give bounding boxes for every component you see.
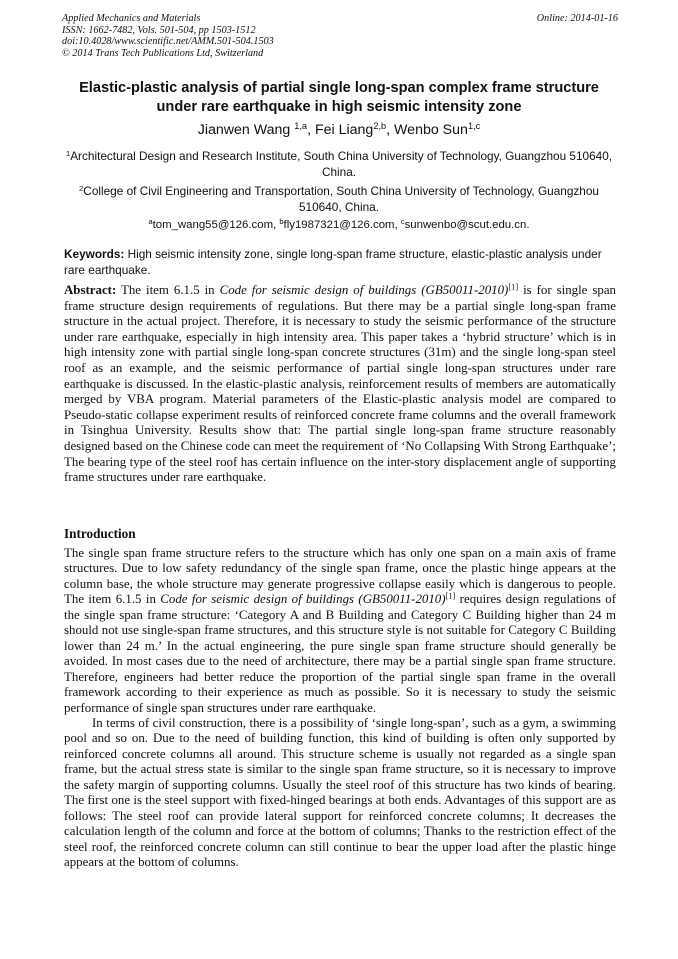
abstract-reference-mark: [1]: [508, 282, 519, 292]
abstract-section: [64, 283, 616, 486]
affiliation-text: College of Civil Engineering and Transportation, South China University of Technology, Guangzhou 510640, China.: [83, 184, 599, 214]
publication-header: [62, 13, 618, 59]
email-separator: ,: [273, 219, 280, 231]
email-separator: ,: [394, 219, 401, 231]
keywords-section: [64, 247, 616, 278]
abstract-text: is for single span frame structure design requirements of regulations. But there may be a partial single long-span frame structure in the actual project. Therefore, it is necessary to study the seismic performance of the structure under rare earthquake, especially in high intensity area. This paper takes a ‘hybrid structure’ which is in high intensity zone with partial single long-span concrete structures (31m) and the single long-span steel roof as an example, and the seismic performance of partial single long-span structures under rare earthquake is discussed. In the elastic-plastic analysis, reinforcement results of members are automatically merged by VBA program. Material parameters of the Elastic-plastic analysis model are compared to Pseudo-static collapse experiment results of reinforced concrete frame columns and the overall framework in Tsinghua University. Results show that: The partial single long-span frame structure reasonably designed based on the Chinese code can meet the requirement of ‘No Collapsing With Strong Earthquake’; The bearing type of the steel roof has certain influence on the inter-story displacement angle of supporting frame structures under rare earthquake.: [64, 283, 616, 485]
affiliation-mark: 1: [65, 148, 71, 158]
introduction-heading: Introduction: [64, 526, 136, 541]
online-date: Online: 2014-01-16: [536, 13, 618, 24]
paragraph-text: requires design regulations of the single span frame structure: ‘Category A and B Building and Category C Building higher than 24 m should not use single-span frame structures, and this structure style is not suitable for Category C Building lower than 24 m.’ In the actual engineering, the pure single span frame structure should generally be avoided. In most cases due to the need of architecture, there may be a partial single span frame structure. Therefore, engineers had better reduce the proportion of the partial single span frame in the overall framework according to their experience as much as possible. So it is necessary to study the seismic performance of single span structures under rare earthquake.: [64, 592, 616, 715]
abstract-label: Abstract:: [64, 283, 117, 297]
introduction-body: [64, 546, 616, 871]
author-separator: ,: [386, 122, 395, 138]
paper-title: Elastic-plastic analysis of partial single long-span complex frame structure under rare earthquake in high seismic intensity zone: [79, 80, 599, 115]
keywords-label: Keywords:: [64, 247, 125, 261]
email-address[interactable]: sunwenbo@scut.edu.cn.: [404, 219, 530, 231]
email-mark: c: [400, 216, 405, 226]
affiliation-1: [64, 149, 614, 180]
email-address[interactable]: tom_wang55@126.com: [152, 219, 274, 231]
author-affiliation-mark: 1,c: [467, 120, 481, 131]
introduction-reference-mark: [1]: [445, 591, 456, 601]
paragraph-text-lead: The single span frame structure refers to the structure which has only one span on a main axis of frame structures. Due to low safety redundancy of the single span frame, once the plastic hinge appears at the column base, the whole structure may generate progressive collapse easily which is dangerous to people. The item 6.1.5 in: [64, 546, 616, 607]
author-affiliation-mark: 1,a: [294, 120, 308, 131]
affiliation-text: Architectural Design and Research Institute, South China University of Technology, Guangzhou 510640, China.: [70, 149, 613, 179]
author-name: Wenbo Sun: [394, 122, 468, 138]
author-name: Jianwen Wang: [197, 122, 295, 138]
email-mark: b: [279, 216, 284, 226]
email-address[interactable]: fly1987321@126.com: [283, 219, 395, 231]
affiliation-mark: 2: [79, 183, 84, 193]
journal-name: Applied Mechanics and Materials: [62, 13, 201, 24]
affiliation-2: [64, 184, 614, 215]
issn-line: ISSN: 1662-7482, Vols. 501-504, pp 1503-1512: [62, 24, 256, 36]
author-separator: ,: [307, 122, 315, 138]
author-list: [64, 121, 614, 139]
introduction-paragraph-2: In terms of civil construction, there is a possibility of ‘single long-span’, such as a gym, a swimming pool and so on. Due to the need of building function, this kind of building is often only supported by reinforced concrete columns all around. This structure scheme is usually not regarded as a single span frame, but the actual stress state is similar to the single span frame structure, so it is necessary to improve the safety margin of supporting columns. Usually the steel roof of this structure has two kinds of bearing. The first one is the steel support with fixed-hinged bearings at both ends. Advantages of this support are as follows: The steel roof can provide lateral support for reinforced concrete columns; It decreases the calculation length of the column and force at the bottom of columns; Thanks to the restriction effect of the steel roof, the reinforced concrete column can still continue to bear the upper load after the plastic hinge appears at the bottom of columns.: [64, 715, 616, 870]
abstract-code-citation: Code for seismic design of buildings (GB50011-2010): [219, 283, 509, 297]
introduction-paragraph-1: [64, 546, 616, 716]
abstract-text-lead: The item 6.1.5 in: [116, 283, 220, 297]
author-affiliation-mark: 2,b: [373, 120, 387, 131]
email-list: [64, 218, 614, 233]
copyright-line: © 2014 Trans Tech Publications Ltd, Switzerland: [62, 47, 264, 59]
doi-line: doi:10.4028/www.scientific.net/AMM.501-504.1503: [62, 36, 274, 48]
author-name: Fei Liang: [314, 122, 374, 138]
email-mark: a: [148, 216, 153, 226]
introduction-code-citation: Code for seismic design of buildings (GB50011-2010): [160, 592, 446, 607]
keywords-text: High seismic intensity zone, single long-span frame structure, elastic-plastic analysis under rare earthquake.: [64, 247, 602, 277]
